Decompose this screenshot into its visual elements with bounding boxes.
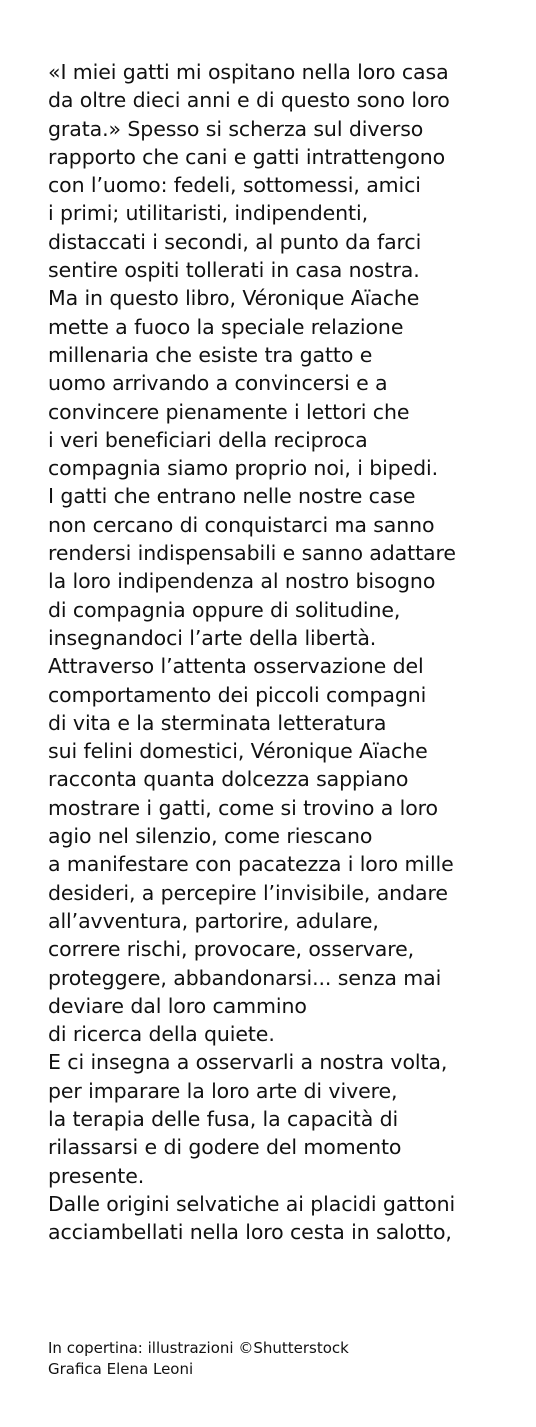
blurb-line: di compagnia oppure di solitudine, xyxy=(48,597,401,622)
blurb-line: con l’uomo: fedeli, sottomessi, amici xyxy=(48,173,421,198)
blurb-line: i veri beneficiari della reciproca xyxy=(48,427,368,452)
blurb-line: Ma in questo libro, Véronique Aïache xyxy=(48,286,420,311)
blurb-line: per imparare la loro arte di vivere, xyxy=(48,1078,398,1103)
blurb-line: E ci insegna a osservarli a nostra volta, xyxy=(48,1050,448,1075)
blurb-line: la terapia delle fusa, la capacità di xyxy=(48,1106,399,1131)
blurb-line: all’avventura, partorire, adulare, xyxy=(48,908,379,933)
blurb-line: Attraverso l’attenta osservazione del xyxy=(48,654,424,679)
blurb-line: insegnandoci l’arte della libertà. xyxy=(48,625,377,650)
blurb-line: sentire ospiti tollerati in casa nostra. xyxy=(48,258,420,283)
blurb-line: comportamento dei piccoli compagni xyxy=(48,682,427,707)
cover-credit: In copertina: illustrazioni ©Shutterstock xyxy=(48,1339,349,1357)
blurb-line: correre rischi, provocare, osservare, xyxy=(48,937,415,962)
blurb-line: presente. xyxy=(48,1163,145,1188)
blurb-line: desideri, a percepire l’invisibile, andare xyxy=(48,880,448,905)
blurb-line: non cercano di conquistarci ma sanno xyxy=(48,512,435,537)
blurb-line: compagnia siamo proprio noi, i bipedi. xyxy=(48,456,439,481)
blurb-line: convincere pienamente i lettori che xyxy=(48,399,410,424)
blurb-line: rapporto che cani e gatti intrattengono xyxy=(48,144,446,169)
blurb-line: di ricerca della quiete. xyxy=(48,1022,275,1047)
blurb-line: I gatti che entrano nelle nostre case xyxy=(48,484,416,509)
blurb-line: da oltre dieci anni e di questo sono loro xyxy=(48,88,450,113)
credits xyxy=(48,1338,518,1380)
blurb-line: uomo arrivando a convincersi e a xyxy=(48,371,388,396)
blurb-text xyxy=(48,58,518,1246)
blurb-line: millenaria che esiste tra gatto e xyxy=(48,342,373,367)
blurb-line: «I miei gatti mi ospitano nella loro casa xyxy=(48,60,449,84)
blurb-line: la loro indipendenza al nostro bisogno xyxy=(48,569,436,594)
blurb-line: agio nel silenzio, come riescano xyxy=(48,824,373,849)
blurb-line: rilassarsi e di godere del momento xyxy=(48,1135,402,1160)
blurb-line: proteggere, abbandonarsi... senza mai xyxy=(48,965,442,990)
blurb-line: a manifestare con pacatezza i loro mille xyxy=(48,852,454,877)
design-credit: Grafica Elena Leoni xyxy=(48,1360,194,1378)
blurb-line: Dalle origini selvatiche ai placidi gattoni xyxy=(48,1191,456,1216)
blurb-line: mette a fuoco la speciale relazione xyxy=(48,314,404,339)
blurb-line: sui felini domestici, Véronique Aïache xyxy=(48,739,428,764)
blurb-line: mostrare i gatti, come si trovino a loro xyxy=(48,795,438,820)
blurb-line: di vita e la sterminata letteratura xyxy=(48,710,387,735)
blurb-line: deviare dal loro cammino xyxy=(48,993,307,1018)
blurb-line: rendersi indispensabili e sanno adattare xyxy=(48,541,456,566)
blurb-line: racconta quanta dolcezza sappiano xyxy=(48,767,409,792)
blurb-line: acciambellati nella loro cesta in salotto, xyxy=(48,1220,452,1245)
blurb-line: grata.» Spesso si scherza sul diverso xyxy=(48,116,424,141)
blurb-line: distaccati i secondi, al punto da farci xyxy=(48,229,422,254)
blurb-line: i primi; utilitaristi, indipendenti, xyxy=(48,201,369,226)
